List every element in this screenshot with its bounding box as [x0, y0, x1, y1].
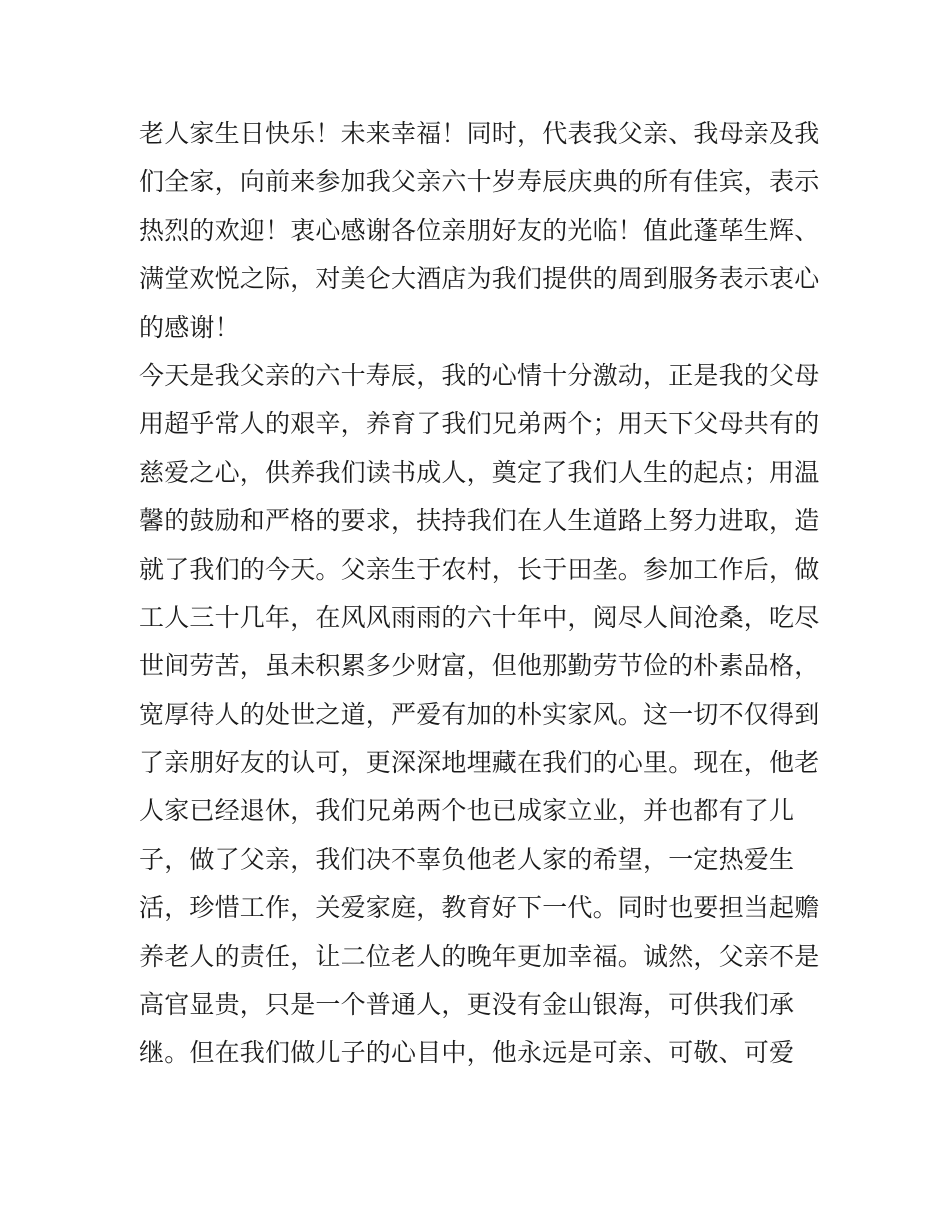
text-line: 了亲朋好友的认可，更深深地埋藏在我们的心里。现在，他老	[139, 748, 820, 778]
text-line: 慈爱之心，供养我们读书成人，奠定了我们人生的起点；用温	[139, 457, 820, 487]
text-line: 今天是我父亲的六十寿辰，我的心情十分激动，正是我的父母	[139, 360, 820, 390]
text-line: 活，珍惜工作，关爱家庭，教育好下一代。同时也要担当起赡	[139, 893, 820, 923]
text-line: 高官显贵，只是一个普通人，更没有金山银海，可供我们承	[139, 990, 795, 1020]
text-line: 就了我们的今天。父亲生于农村，长于田垄。参加工作后，做	[139, 554, 820, 584]
text-line: 世间劳苦，虽未积累多少财富，但他那勤劳节俭的朴素品格，	[139, 651, 820, 681]
text-line: 们全家，向前来参加我父亲六十岁寿辰庆典的所有佳宾，表示	[139, 167, 820, 197]
text-line: 人家已经退休，我们兄弟两个也已成家立业，并也都有了儿	[139, 796, 795, 826]
text-line: 继。但在我们做儿子的心目中，他永远是可亲、可敬、可爱	[139, 1038, 795, 1068]
text-line: 的感谢！	[139, 312, 240, 342]
text-line: 养老人的责任，让二位老人的晚年更加幸福。诚然，父亲不是	[139, 941, 820, 971]
text-line: 工人三十几年，在风风雨雨的六十年中，阅尽人间沧桑，吃尽	[139, 602, 820, 632]
text-line: 用超乎常人的艰辛，养育了我们兄弟两个；用天下父母共有的	[139, 409, 820, 439]
text-line: 馨的鼓励和严格的要求，扶持我们在人生道路上努力进取，造	[139, 506, 820, 536]
text-line: 满堂欢悦之际，对美仑大酒店为我们提供的周到服务表示衷心	[139, 264, 820, 294]
text-line: 子，做了父亲，我们决不辜负他老人家的希望，一定热爱生	[139, 844, 795, 874]
text-line: 热烈的欢迎！衷心感谢各位亲朋好友的光临！值此蓬荜生辉、	[139, 215, 820, 245]
body-text	[139, 110, 829, 1078]
text-line: 宽厚待人的处世之道，严爱有加的朴实家风。这一切不仅得到	[139, 699, 820, 729]
text-line: 老人家生日快乐！未来幸福！同时，代表我父亲、我母亲及我	[139, 119, 820, 148]
